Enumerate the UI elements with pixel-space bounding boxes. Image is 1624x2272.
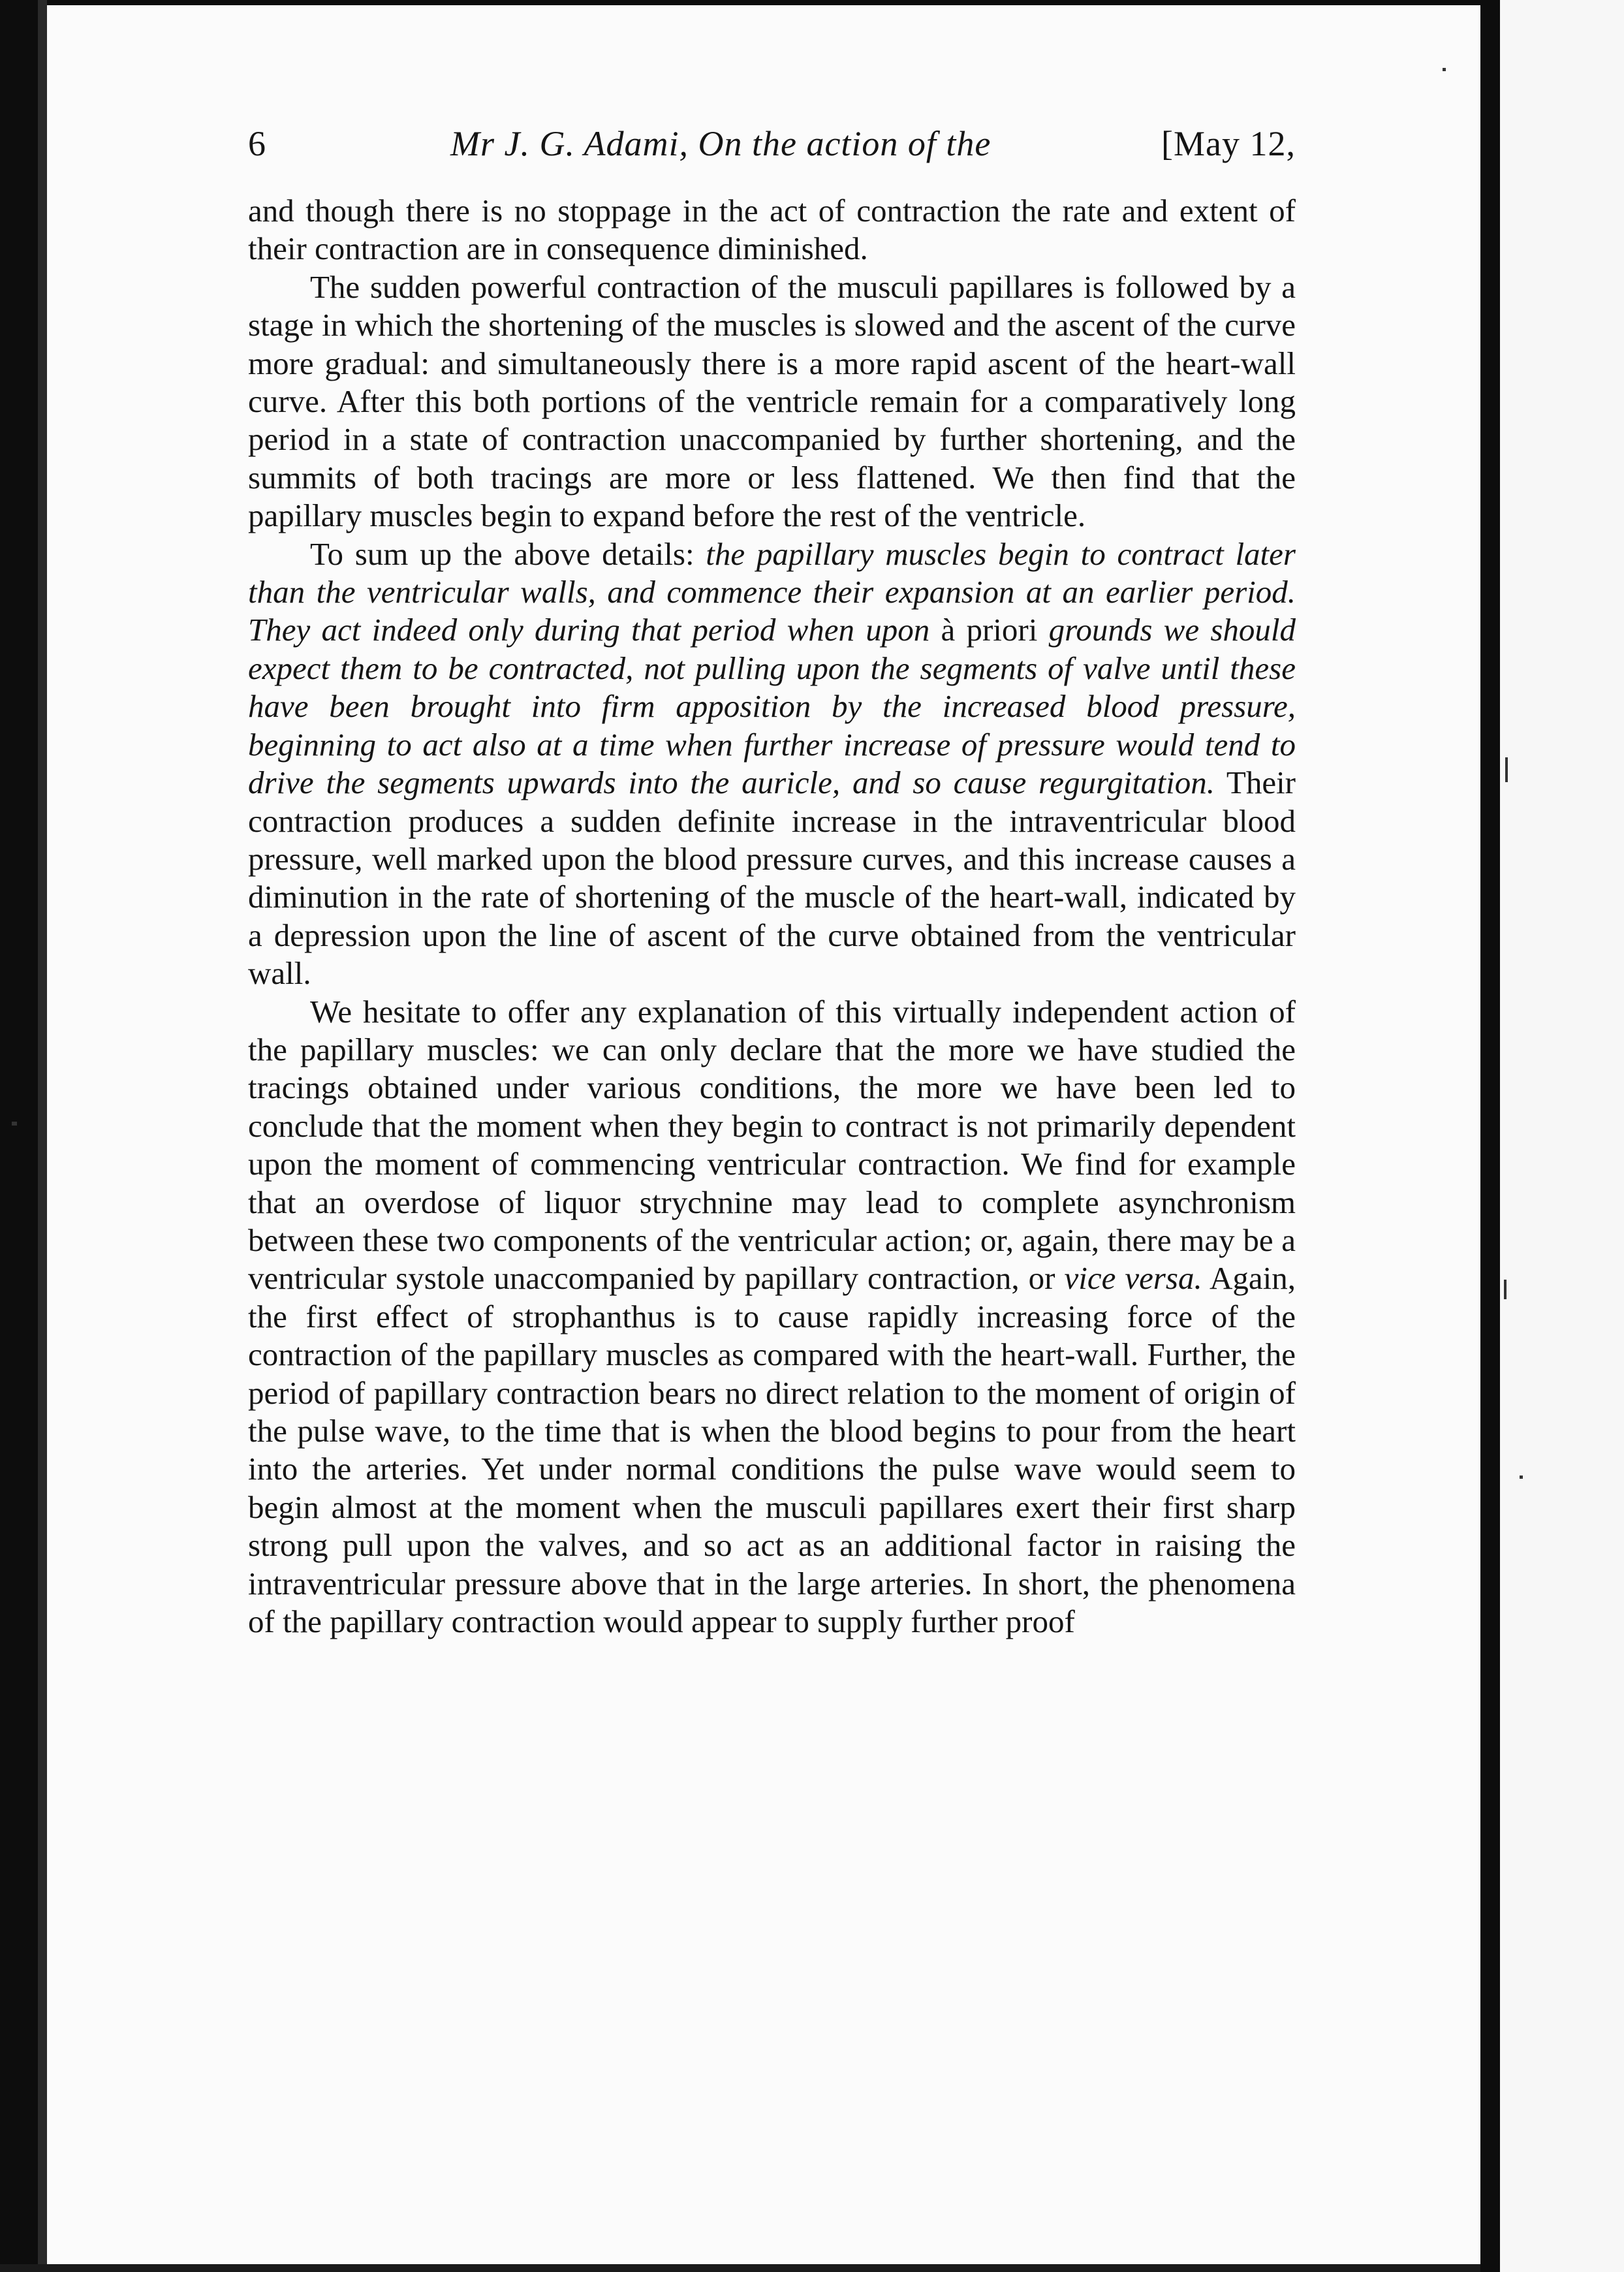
running-head (248, 118, 1296, 170)
scan-border-bottom (0, 2264, 1624, 2272)
scan-border-left (0, 0, 38, 2272)
scan-border-top (0, 0, 1624, 5)
scan-speck (1505, 757, 1508, 782)
italic-text-run: grounds we should expect them to be contracted, not pulling upon the segments of valve until these have been brought into firm apposition by the increased blood pressure, beginning to act also at a time when further increase of pressure would tend to drive the segments upwards into the auricle, and so cause regurgitation. (248, 612, 1296, 801)
scan-speck (1504, 1280, 1507, 1299)
text-run: and though there is no stoppage in the act of contraction the rate and extent of their contraction are in consequence diminished. (248, 193, 1296, 267)
paragraph (248, 993, 1296, 1641)
scan-speck (1443, 68, 1446, 71)
text-run: Their contraction produces a sudden definite increase in the intraventricular blood pressure, well marked upon the blood pressure curves, and this increase causes a diminution in the rate of shortening of the muscle of the heart-wall, indicated by a depression upon the line of ascent of the curve obtained from the ventricular wall. (248, 765, 1296, 992)
book-gutter (1480, 0, 1500, 2272)
paragraph (248, 192, 1296, 268)
body-text (248, 192, 1296, 1641)
text-run: Again, the first effect of strophanthus is to cause rapidly increasing force of the contraction of the papillary muscles as compared with the heart-wall. Further, the period of papillary contraction bears no direct relation to the moment of origin of the pulse wave, to the time that is when the blood begins to pour from the heart into the arteries. Yet under normal conditions the pulse wave would seem to begin almost at the moment when the musculi papillares exert their first sharp strong pull upon the valves, and so act as an additional factor in raising the intraventricular pressure above that in the large arteries. In short, the phenomena of the papillary contraction would appear to supply further proof (248, 1260, 1296, 1640)
running-date: [May 12, (1161, 124, 1296, 163)
italic-text-run: the papillary muscles begin to contract later than the ventricular walls, and commence their expansion at an earlier period. They act indeed only during that period when upon (248, 535, 1296, 648)
facing-page-edge (1500, 0, 1624, 2272)
page-content (248, 118, 1296, 1641)
text-run: à priori (941, 612, 1038, 648)
text-run: We hesitate to offer any explanation of this virtually independent action of the papillary muscles: we can only declare that the more we have studied the tracings obtained under various conditions, the more we have been led to conclude that the moment when they begin to contract is not primarily dependent upon the moment of commencing ventricular contraction. We find for example that an overdose of liquor strychnine may lead to complete asynchronism between these two components of the ventricular action; or, again, there may be a ventricular systole unaccompanied by papillary contraction, or (248, 993, 1296, 1297)
paragraph (248, 268, 1296, 535)
paragraph (248, 535, 1296, 993)
italic-text-run: vice versa. (1064, 1260, 1202, 1297)
text-run: The sudden powerful contraction of the musculi papillares is followed by a stage in which the shortening of the muscles is slowed and the ascent of the curve more gradual: and simultaneously there is a more rapid ascent of the heart-wall curve. After this both portions of the ventricle remain for a comparatively long period in a state of contraction unaccompanied by further shortening, and the summits of both tracings are more or less flattened. We then find that the papillary muscles begin to expand before the rest of the ventricle. (248, 268, 1296, 534)
scan-border-left-shadow (38, 0, 47, 2272)
scan-speck (1520, 1475, 1523, 1479)
running-title: Mr J. G. Adami, On the action of the (450, 124, 992, 163)
scan-speck (12, 1122, 17, 1126)
page-number: 6 (248, 124, 266, 163)
text-run: To sum up the above details: (310, 535, 706, 572)
